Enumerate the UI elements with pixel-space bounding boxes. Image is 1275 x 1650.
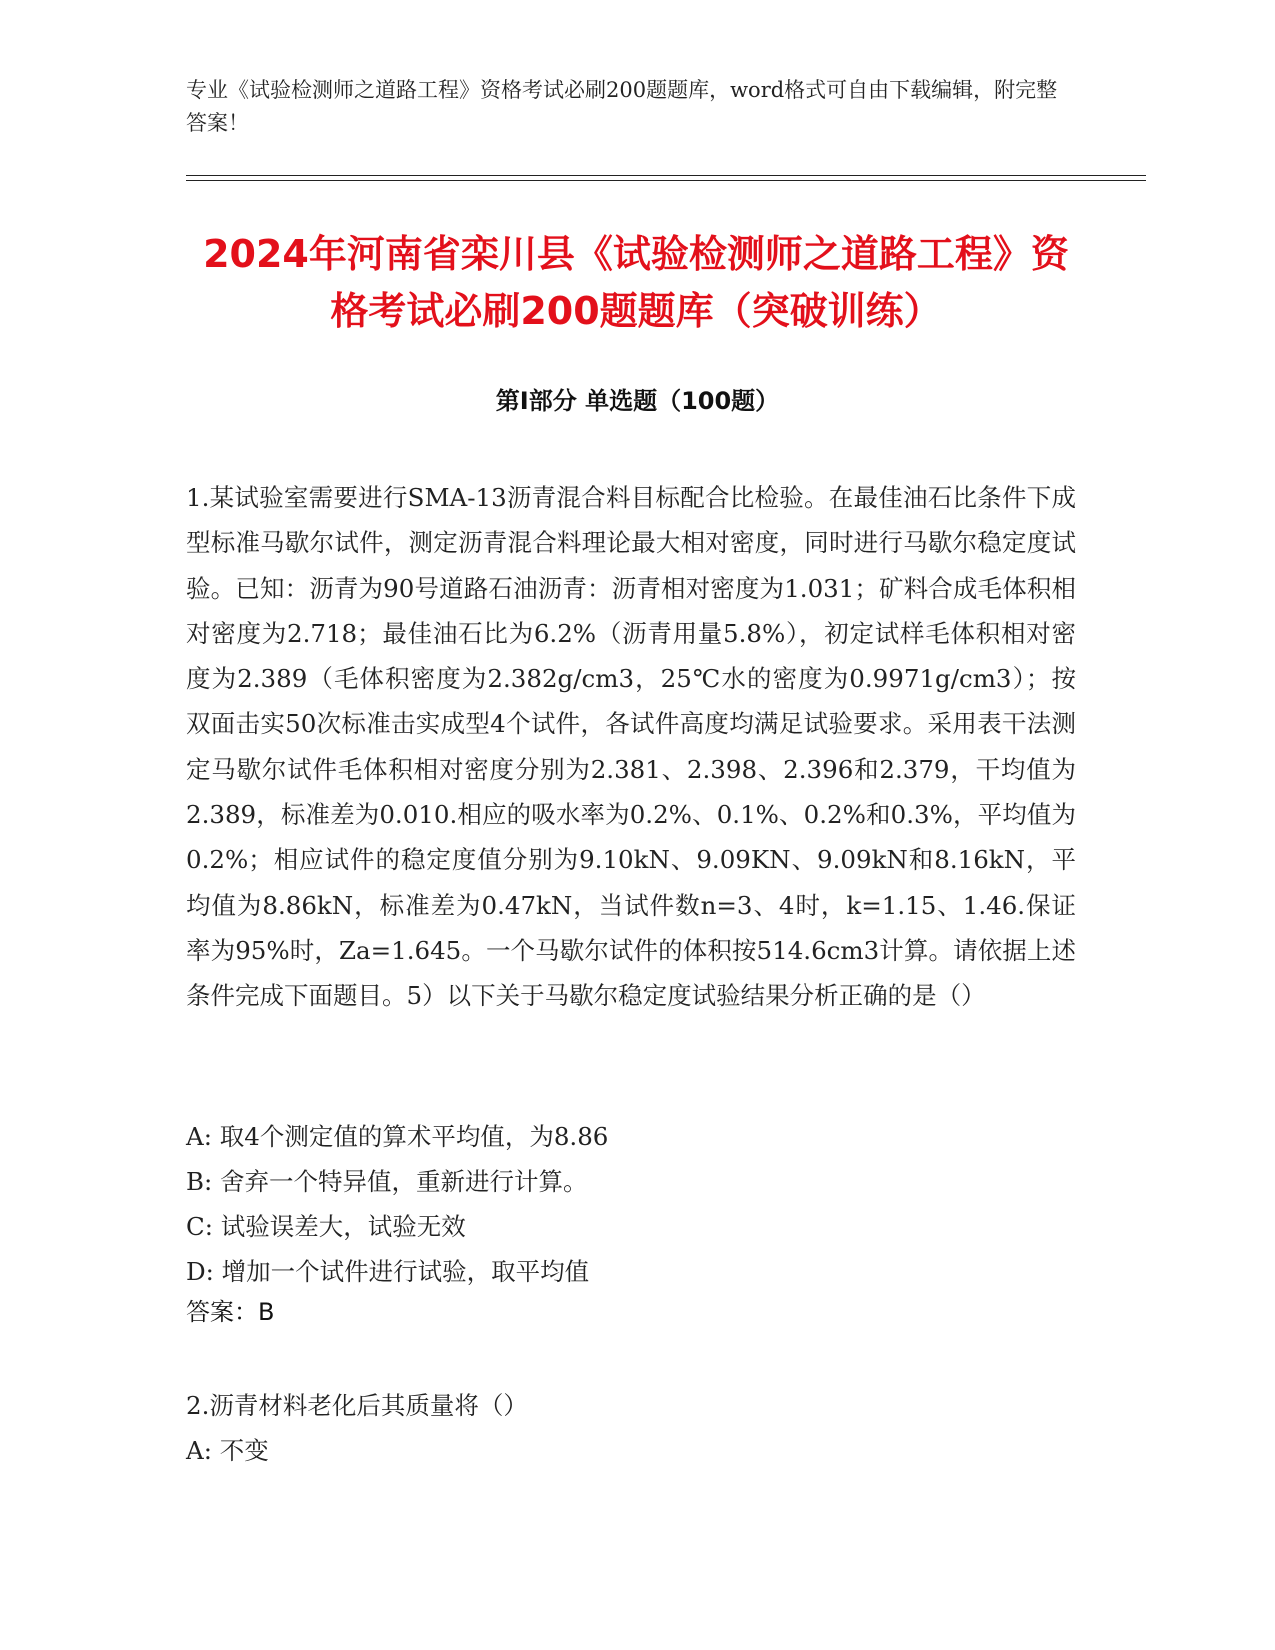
question-1-option-c: C: 试验误差大，试验无效 bbox=[186, 1212, 466, 1241]
header-note: 专业《试验检测师之道路工程》资格考试必刷200题题库，word格式可自由下载编辑，附完整答案！ bbox=[186, 78, 1058, 135]
question-1-option-b: B: 舍弃一个特异值，重新进行计算。 bbox=[186, 1167, 588, 1196]
question-1-option-a: A: 取4个测定值的算术平均值，为8.86 bbox=[186, 1122, 609, 1151]
header-divider-bottom bbox=[186, 180, 1146, 181]
header-divider-top bbox=[186, 175, 1146, 176]
question-1-answer: 答案：B bbox=[186, 1298, 275, 1326]
question-1-option-d: D: 增加一个试件进行试验，取平均值 bbox=[186, 1257, 590, 1286]
section-heading: 第I部分 单选题（100题） bbox=[495, 387, 780, 415]
question-2-stem: 2.沥青材料老化后其质量将（） bbox=[186, 1391, 528, 1420]
question-1-options bbox=[186, 1114, 1076, 1294]
question-2-options bbox=[186, 1428, 1076, 1473]
question-1-stem: 1.某试验室需要进行SMA-13沥青混合料目标配合比检验。在最佳油石比条件下成型标准马歇尔试件，测定沥青混合料理论最大相对密度，同时进行马歇尔稳定度试验。已知：沥青为90号道路石油沥青：沥青相对密度为1.031；矿料合成毛体积相对密度为2.718；最佳油石比为6.2%（沥青用量5.8%），初定试样毛体积相对密度为2.389（毛体积密度为2.382g/cm3，25℃水的密度为0.9971g/cm3）；按双面击实50次标准击实成型4个试件，各试件高度均满足试验要求。采用表干法测定马歇尔试件毛体积相对密度分别为2.381、2.398、2.396和2.379，干均值为2.389，标准差为0.010.相应的吸水率为0.2%、0.1%、0.2%和0.3%，平均值为0.2%；相应试件的稳定度值分别为9.10kN、9.09KN、9.09kN和8.16kN，平均值为8.86kN，标准差为0.47kN，当试件数n=3、4时，k=1.15、1.46.保证率为95%时，Za=1.645。一个马歇尔试件的体积按514.6cm3计算。请依据上述条件完成下面题目。5）以下关于马歇尔稳定度试验结果分析正确的是（） bbox=[186, 483, 1076, 1011]
document-title: 2024年河南省栾川县《试验检测师之道路工程》资格考试必刷200题题库（突破训练） bbox=[203, 232, 1069, 333]
question-2-option-a: A: 不变 bbox=[186, 1436, 269, 1465]
